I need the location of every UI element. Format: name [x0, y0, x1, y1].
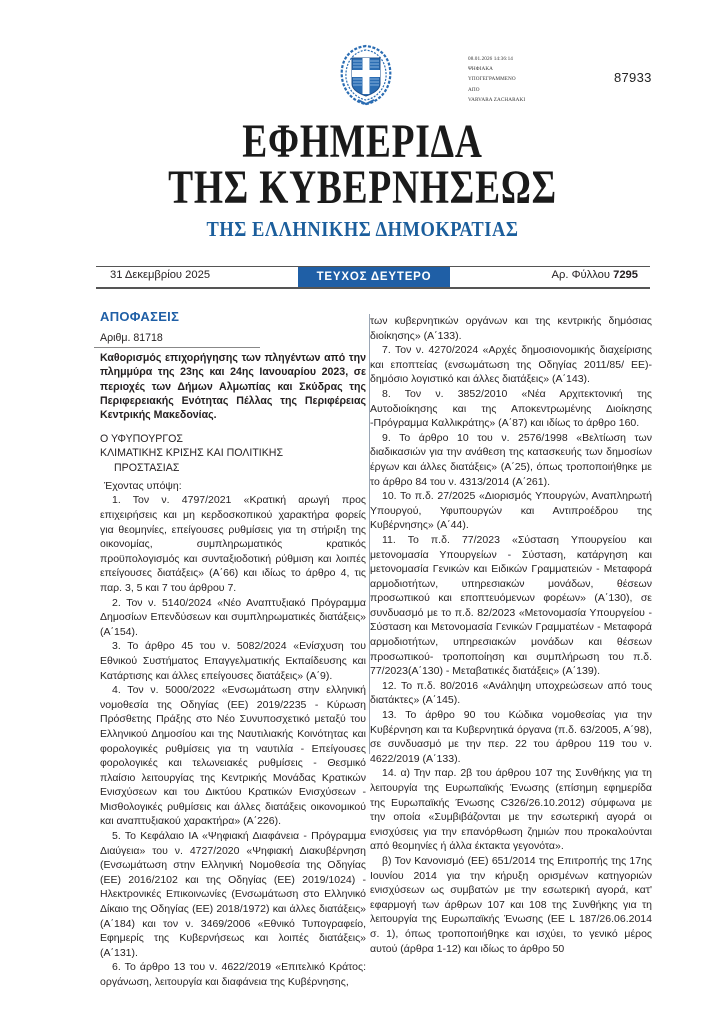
coat-of-arms-emblem-icon [334, 40, 398, 108]
sheet-number-value: 7295 [613, 269, 638, 281]
signature-line: ΨΗΦΙΑΚΑ [468, 66, 494, 73]
intro-text: Έχοντας υπόψη: [104, 479, 182, 492]
paragraph: 5. Το Κεφάλαιο ΙΑ «Ψηφιακή Διαφάνεια - Πρόγραμμα Διαύγεια» του ν. 4727/2020 «Ψηφιακή Διακυβέρνηση (Ενσωμάτωση στην Ελληνική Νομοθεσία της Οδηγίας (ΕΕ) 2016/2102 και της Οδηγίας (ΕΕ) 2019/1024) - Ηλεκτρονικές Επικοινωνίες (Ενσωμάτωση στο Ελληνικό Δίκαιο της Οδηγίας (ΕΕ) 2018/1972) και άλλες διατάξεις» (Α΄184) και τον ν. 3469/2006 «Εθνικό Τυπογραφείο, Εφημερίς της Κυβερνήσεως και λοιπές διατάξεις» (Α΄131). [100, 830, 366, 959]
signature-line: ΑΠΟ [468, 86, 480, 93]
issue-date: 31 Δεκεμβρίου 2025 [110, 269, 211, 281]
issue-info-band [96, 266, 650, 289]
paragraph: 3. Το άρθρο 45 του ν. 5082/2024 «Ενίσχυση του Εθνικού Συστήματος Επαγγελματικής Εκπαίδευσης και Κατάρτισης και άλλες επείγουσες διατάξεις» (Α΄9). [100, 640, 366, 682]
minister-heading [100, 432, 366, 475]
gazette-title-line1: ΕΦΗΜΕΡΙΔΑ [242, 115, 483, 168]
signature-signer: VARVARA ZACHARAKI [468, 96, 526, 103]
issue-series-badge: ΤΕΥΧΟΣ ΔΕΥΤΕΡΟ [298, 267, 450, 287]
paragraph: 11. Το π.δ. 77/2023 «Σύσταση Υπουργείου και μετονομασία Υπουργείων - Σύσταση, κατάργηση και μετονομασία Γενικών και Ειδικών Γραμματειών - Μεταφορά αρμοδιοτήτων, υπηρεσιακών μονάδων, θέσεων προσωπικού και εποπτευόμενων φορέων» (Α΄130), σε συνδυασμό με το π.δ. 82/2023 «Μετονομασία Υπουργείου - Σύσταση και Μετονομασία Γενικών Γραμματέων - Μεταφορά αρμοδιοτήτων, υπηρεσιακών μονάδων και θέσεων προσωπικού- τροποποίηση και συμπλήρωση του π.δ. 77/2023(Α΄130) - Μεταβατικές διατάξεις» (Α΄139). [370, 533, 652, 678]
paragraph: 1. Τον ν. 4797/2021 «Κρατική αρωγή προς επιχειρήσεις και μη κερδοσκοπικού χαρακτήρα φορείς για θεομηνίες, επείγουσες ρυθμίσεις για τη στήριξη της οικονομίας, συμπληρωματικός κρατικός προϋπολογισμός και συνταξιοδοτική ρύθμιση και λοιπές επείγουσες διατάξεις» (Α΄66) και ιδίως το άρθρο 4, τις παρ. 3, 5 και 7 του άρθρου 7. [100, 494, 366, 594]
right-column [370, 314, 652, 956]
signature-timestamp: 08.01.2026 14:36:14 [468, 56, 513, 62]
decision-number: Αριθμ. 81718 [94, 331, 260, 349]
paragraph: 14. α) Την παρ. 2β του άρθρου 107 της Συνθήκης για τη λειτουργία της Ευρωπαϊκής Ένωσης (επίσημη εφημερίδα της Ευρωπαϊκής Ένωσης C326/26.10.2012) σύμφωνα με την οποία «Συμβιβάζονται με την εσωτερική αγορά οι ενισχύσεις για την επανόρθωση ζημιών που προκαλούνται από θεομηνίες ή άλλα έκτακτα γεγονότα». [370, 767, 652, 853]
paragraph: 7. Τον ν. 4270/2024 «Αρχές δημοσιονομικής διαχείρισης και εποπτείας (ενσωμάτωση της Οδηγίας 2011/85/ ΕΕ)- δημόσιο λογιστικό και άλλες διατάξεις» (Α΄143). [370, 344, 652, 386]
minister-line: ΚΛΙΜΑΤΙΚΗΣ ΚΡΙΣΗΣ ΚΑΙ ΠΟΛΙΤΙΚΗΣ [100, 447, 283, 460]
paragraph: των κυβερνητικών οργάνων και της κεντρικής δημόσιας διοίκησης» (Α΄133). [370, 315, 652, 342]
sheet-label: Αρ. Φύλλου [551, 269, 610, 281]
minister-line: ΠΡΟΣΤΑΣΙΑΣ [114, 461, 180, 474]
paragraph: 12. Το π.δ. 80/2016 «Ανάληψη υποχρεώσεων από τους διατάκτες» (Α΄145). [370, 679, 652, 707]
sheet-number [552, 269, 638, 281]
paragraph: 8. Τον ν. 3852/2010 «Νέα Αρχιτεκτονική της Αυτοδιοίκησης και της Αποκεντρωμένης Διοίκησης -Πρόγραμμα Καλλικράτης» (Α΄87) και ιδίως το άρθρο 160. [370, 387, 652, 430]
gazette-title-line2: ΤΗΣ ΚΥΒΕΡΝΗΣΕΩΣ [168, 161, 557, 214]
minister-line: Ο ΥΦΥΠΟΥΡΓΟΣ [100, 433, 183, 446]
issue-code: 87933 [614, 70, 652, 85]
paragraph: β) Τον Κανονισμό (ΕΕ) 651/2014 της Επιτροπής της 17ης Ιουνίου 2014 για την κήρυξη ορισμένων κατηγοριών ενισχύσεων ως συμβατών με την εσωτερική αγορά, κατ' εφαρμογή των άρθρων 107 και 108 της Συνθήκης για τη λειτουργία της Ευρωπαϊκής Ένωσης (EE L 187/26.06.2014 σ. 1), όπως τροποποιήθηκε και ισχύει, το γενικό μέρος αυτού (άρθρα 1-12) και ιδίως το άρθρο 50 [370, 854, 652, 955]
paragraph: 9. Το άρθρο 10 του ν. 2576/1998 «Βελτίωση των διαδικασιών για την ανάθεση της κατασκευής των δημοσίων έργων και άλλες διατάξεις» (Α΄25), όπως τροποποιήθηκε με το άρθρο 84 του ν. 4313/2014 (Α΄261). [370, 431, 652, 488]
paragraph: 6. Το άρθρο 13 του ν. 4622/2019 «Επιτελικό Κράτος: οργάνωση, λειτουργία και διαφάνεια της Κυβέρνησης, [100, 961, 366, 988]
digital-signature-block [468, 54, 525, 105]
left-column [100, 310, 366, 990]
paragraph: 4. Τον ν. 5000/2022 «Ενσωμάτωση στην ελληνική νομοθεσία της Οδηγίας (ΕΕ) 2019/2235 - Κύρωση Πρόσθετης Πράξης στο Νέο Συνυποσχετικό μεταξύ του Ελληνικού Δημοσίου και της Ναυτιλιακής Κοινότητας και φορολογικές ρυθμίσεις για τη ναυτιλία - Επείγουσες φορολογικές και τελωνειακές ρυθμίσεις - Θεσμικό πλαίσιο λειτουργίας της Κεντρικής Μονάδας Κρατικών Ενισχύσεων και του Δικτύου Κρατικών Ενισχύσεων - Μισθολογικές ρυθμίσεις και άλλες διατάξεις οικονομικού και αναπτυξιακού χαρακτήρα» (Α΄226). [100, 684, 366, 828]
paragraph: 2. Τον ν. 5140/2024 «Νέο Αναπτυξιακό Πρόγραμμα Δημοσίων Επενδύσεων και συμπληρωματικές διατάξεις» (Α΄154). [100, 596, 366, 638]
paragraph: 10. Το π.δ. 27/2025 «Διορισμός Υπουργών, Αναπληρωτή Υπουργού, Υφυπουργών και Αντιπροέδρου της Κυβέρνησης» (Α΄44). [370, 490, 652, 532]
decision-title: Καθορισμός επιχορήγησης των πληγέντων από την πλημμύρα της 23ης και 24ης Ιανουαρίου 2023, σε περιοχές των Δήμων Αλμωπίας και Σκύδρας της Περιφερειακής Ενότητας Πέλλας της Περιφέρειας Κεντρικής Μακεδονίας. [100, 352, 366, 421]
signature-line: ΥΠΟΓΕΓΡΑΜΜΕΝΟ [468, 76, 516, 83]
section-title: ΑΠΟΦΑΣΕΙΣ [100, 309, 180, 324]
paragraph: 13. Το άρθρο 90 του Κώδικα νομοθεσίας για την Κυβέρνηση και τα Κυβερνητικά όργανα (π.δ. 63/2005, Α΄98), σε συνδυασμό με την περ. 22 του άρθρου 119 του ν. 4622/2019 (Α΄133). [370, 709, 652, 765]
gazette-subtitle: ΤΗΣ ΕΛΛΗΝΙΚΗΣ ΔΗΜΟΚΡΑΤΙΑΣ [206, 217, 519, 241]
